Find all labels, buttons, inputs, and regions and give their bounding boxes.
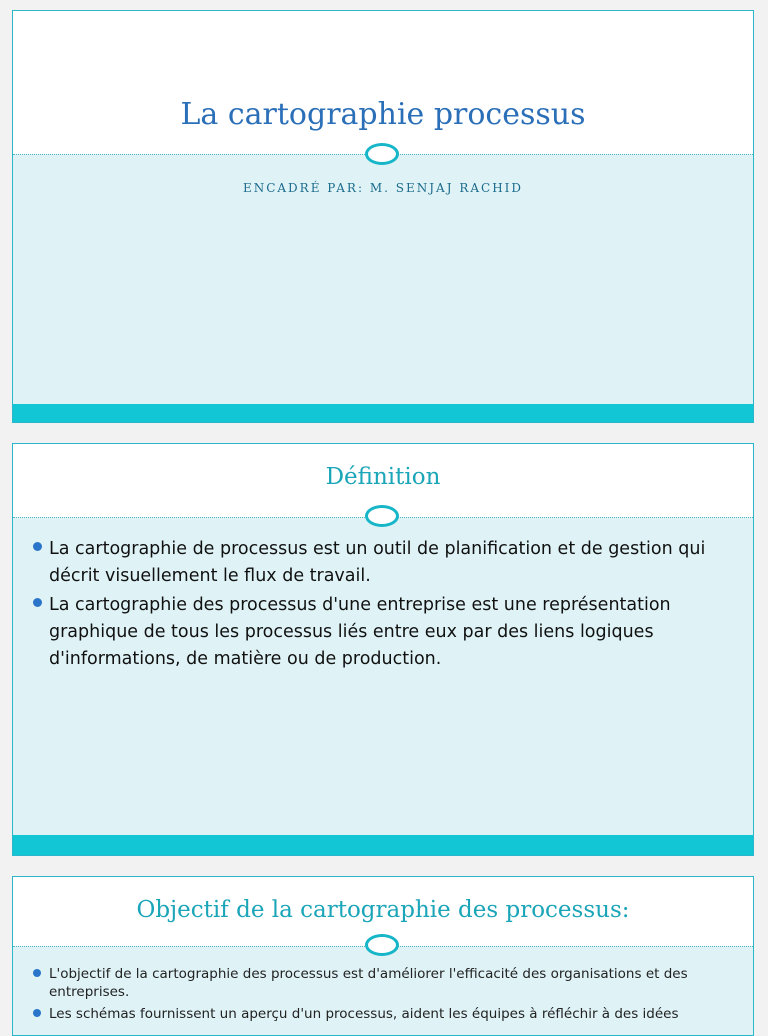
bullet-text: La cartographie des processus d'une entreprise est une représentation graphique de tous les processus liés entre eux par des liens logiques d'informations, de matière ou de production. bbox=[49, 595, 671, 669]
slide-body bbox=[13, 154, 753, 404]
list-item bbox=[33, 1005, 729, 1023]
slide-objectif bbox=[12, 876, 754, 1036]
slide-definition bbox=[12, 443, 754, 856]
bullet-list bbox=[33, 965, 729, 1023]
slide-bottom-bar bbox=[13, 404, 753, 422]
bullet-text: Les schémas fournissent un aperçu d'un processus, aident les équipes à réfléchir à des idées bbox=[49, 1006, 679, 1022]
list-item bbox=[33, 592, 713, 673]
slide-body bbox=[13, 946, 753, 1035]
bullet-text: L'objectif de la cartographie des processus est d'améliorer l'efficacité des organisations et des entreprises. bbox=[49, 966, 688, 1000]
slide-body bbox=[13, 517, 753, 835]
ring-ornament-icon bbox=[365, 934, 399, 956]
bullet-text: La cartographie de processus est un outil de planification et de gestion qui décrit visuellement le flux de travail. bbox=[49, 539, 706, 586]
ring-ornament-icon bbox=[365, 505, 399, 527]
bullet-dot-icon bbox=[33, 1009, 41, 1017]
slide-title-text: Objectif de la cartographie des processus: bbox=[136, 897, 630, 923]
bullet-dot-icon bbox=[33, 969, 41, 977]
slide-bottom-bar bbox=[13, 835, 753, 855]
list-item bbox=[33, 536, 713, 590]
bullet-list bbox=[33, 536, 713, 673]
ring-ornament-icon bbox=[365, 143, 399, 165]
slide-title-text: Définition bbox=[325, 464, 441, 490]
bullet-dot-icon bbox=[33, 598, 42, 607]
slide-title-text: La cartographie processus bbox=[180, 97, 586, 132]
slide-subtitle: ENCADRÉ PAR: M. SENJAJ RACHID bbox=[242, 181, 524, 195]
bullet-dot-icon bbox=[33, 542, 42, 551]
list-item bbox=[33, 965, 729, 1001]
slide-title bbox=[12, 10, 754, 423]
slide-header bbox=[13, 11, 753, 154]
